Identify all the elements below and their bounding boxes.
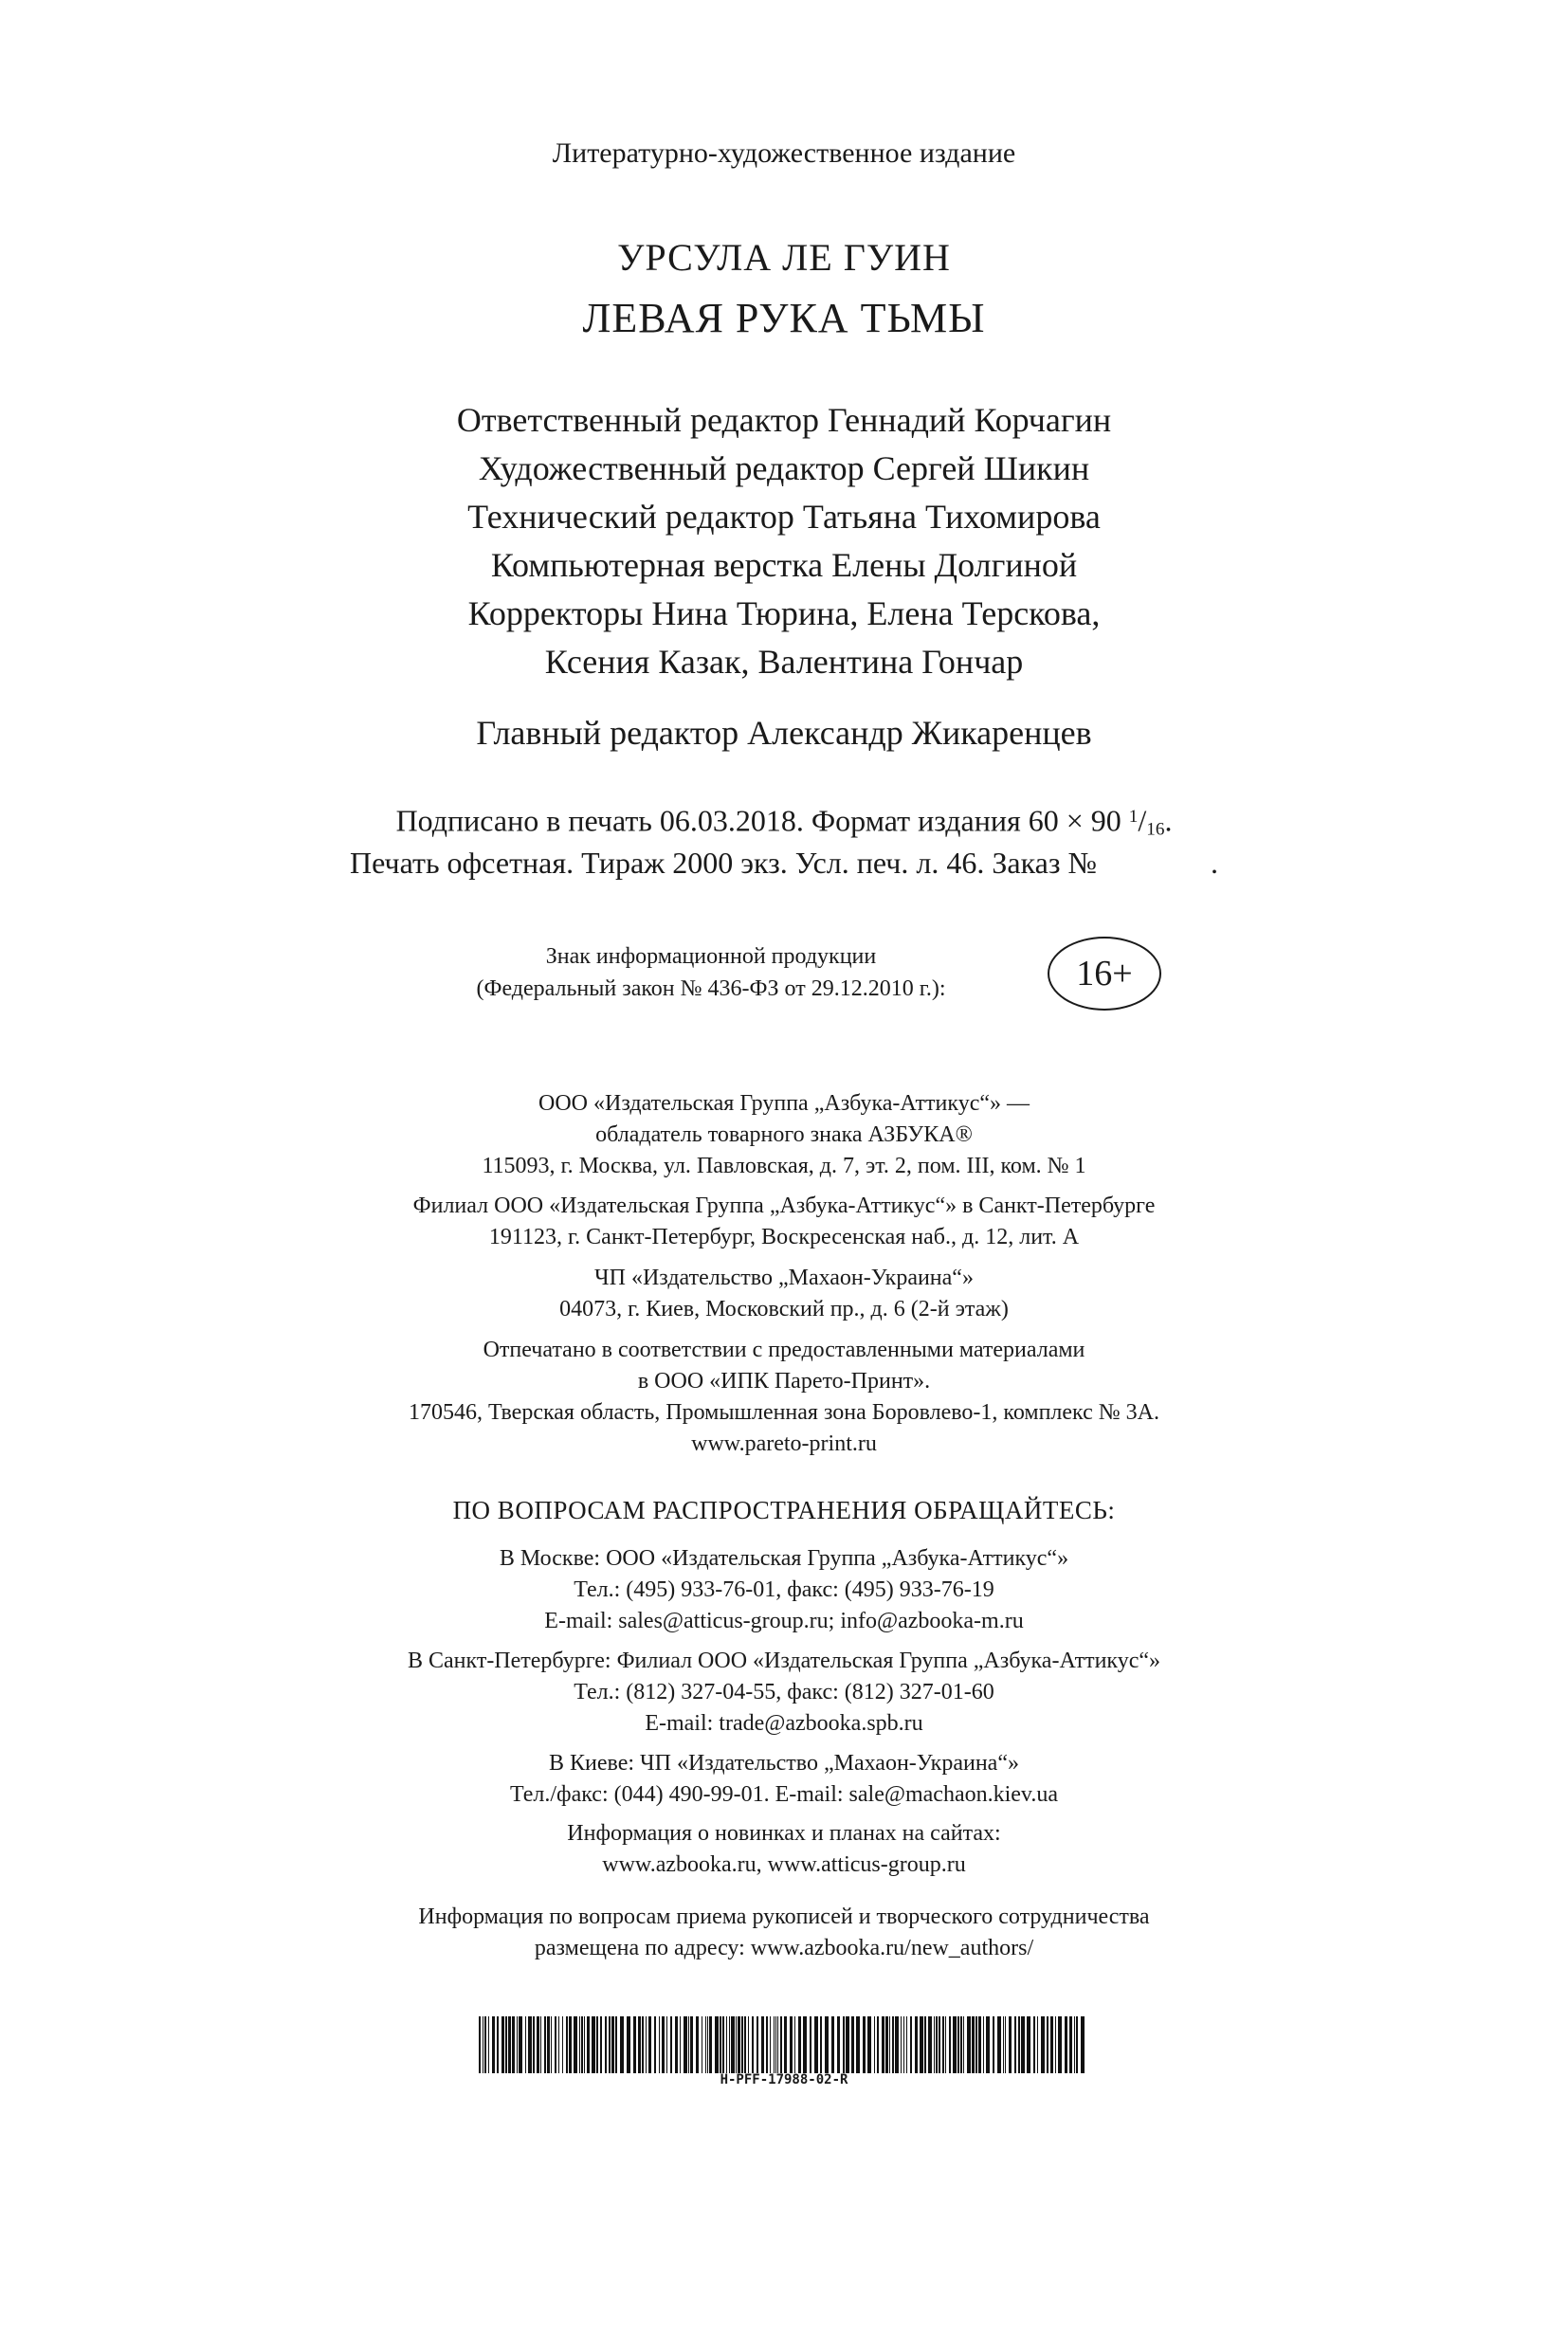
news-line: www.azbooka.ru, www.atticus-group.ru xyxy=(602,1852,966,1877)
barcode-bar xyxy=(1041,2016,1045,2073)
barcode-bar xyxy=(906,2016,907,2073)
barcode-bar xyxy=(497,2016,499,2073)
barcode-bar xyxy=(889,2016,890,2073)
barcode-bar xyxy=(814,2016,818,2073)
barcode-bar xyxy=(533,2016,535,2073)
barcode-bar xyxy=(761,2016,764,2073)
barcode-bar xyxy=(867,2016,871,2073)
printing-line: Отпечатано в соответствии с предоставленными материалами xyxy=(483,1338,1085,1362)
manuscripts-line: размещена по адресу: www.azbooka.ru/new_authors/ xyxy=(534,1936,1034,1960)
barcode-bar xyxy=(551,2016,552,2073)
barcode-bar xyxy=(581,2016,583,2073)
barcode xyxy=(479,2016,1085,2073)
distribution-heading: ПО ВОПРОСАМ РАСПРОСТРАНЕНИЯ ОБРАЩАЙТЕСЬ: xyxy=(452,1496,1116,1524)
staff-line: Ксения Казак, Валентина Гончар xyxy=(544,643,1024,681)
barcode-bar xyxy=(903,2016,904,2073)
barcode-bar xyxy=(983,2016,984,2073)
barcode-bar xyxy=(901,2016,902,2073)
barcode-bar xyxy=(895,2016,899,2073)
barcode-bar xyxy=(720,2016,721,2073)
print-line-1-end: . xyxy=(1164,803,1173,838)
barcode-bar xyxy=(648,2016,651,2073)
barcode-bar xyxy=(997,2016,1001,2073)
age-rating-badge: 16+ xyxy=(1048,937,1161,1011)
editorial-staff xyxy=(0,396,1568,686)
barcode-bar xyxy=(670,2016,672,2073)
barcode-bar xyxy=(978,2016,981,2073)
barcode-bar xyxy=(615,2016,617,2073)
barcode-bar xyxy=(609,2016,611,2073)
barcode-bar xyxy=(605,2016,607,2073)
barcode-bar xyxy=(566,2016,568,2073)
barcode-bar xyxy=(666,2016,667,2073)
barcode-bar xyxy=(967,2016,971,2073)
barcode-bar xyxy=(831,2016,834,2073)
barcode-bar xyxy=(519,2016,522,2073)
staff-line: Технический редактор Татьяна Тихомирова xyxy=(467,498,1101,536)
barcode-bar xyxy=(642,2016,644,2073)
print-line-2-end: . xyxy=(1211,846,1219,880)
distribution-line: Тел.: (495) 933-76-01, факс: (495) 933-76-19 xyxy=(574,1577,994,1602)
barcode-bar xyxy=(1050,2016,1053,2073)
age-rating-text xyxy=(408,940,1014,1005)
barcode-bar xyxy=(646,2016,647,2073)
news-info xyxy=(0,1818,1568,1881)
manuscripts-line: Информация по вопросам приема рукописей и творческого сотрудничества xyxy=(418,1904,1150,1929)
barcode-bar xyxy=(851,2016,854,2073)
barcode-bar xyxy=(662,2016,665,2073)
age-rating-line: Знак информационной продукции xyxy=(545,944,877,969)
barcode-bar xyxy=(537,2016,539,2073)
barcode-bar xyxy=(638,2016,641,2073)
barcode-bar xyxy=(555,2016,556,2073)
barcode-bar xyxy=(1003,2016,1004,2073)
barcode-bar xyxy=(596,2016,598,2073)
barcode-bar xyxy=(882,2016,884,2073)
barcode-bar xyxy=(690,2016,693,2073)
barcode-bar xyxy=(688,2016,689,2073)
printing-line: 170546, Тверская область, Промышленная зона Боровлево-1, комплекс № 3А. xyxy=(409,1400,1159,1425)
barcode-bar xyxy=(949,2016,951,2073)
barcode-bar xyxy=(920,2016,923,2073)
book-title: ЛЕВАЯ РУКА ТЬМЫ xyxy=(582,295,986,341)
barcode-bar xyxy=(574,2016,577,2073)
barcode-bar xyxy=(707,2016,708,2073)
barcode-bar xyxy=(659,2016,660,2073)
barcode-bar xyxy=(525,2016,526,2073)
distribution-line: E-mail: trade@azbooka.spb.ru xyxy=(645,1711,923,1736)
barcode-bar xyxy=(863,2016,866,2073)
barcode-bar xyxy=(757,2016,758,2073)
barcode-bar xyxy=(1021,2016,1025,2073)
branch-line: ЧП «Издательство „Махаон-Украина“» xyxy=(594,1266,974,1290)
print-info xyxy=(0,794,1568,885)
barcode-bar xyxy=(775,2016,776,2073)
barcode-bar xyxy=(684,2016,687,2073)
barcode-bar xyxy=(508,2016,511,2073)
publisher-line: 115093, г. Москва, ул. Павловская, д. 7, эт. 2, пом. III, ком. № 1 xyxy=(482,1154,1086,1178)
staff-line: Художественный редактор Сергей Шикин xyxy=(478,449,1090,487)
barcode-bar xyxy=(584,2016,585,2073)
barcode-bar xyxy=(810,2016,811,2073)
barcode-bar xyxy=(620,2016,624,2073)
barcode-bar xyxy=(731,2016,735,2073)
distribution-line: Тел.: (812) 327-04-55, факс: (812) 327-01-60 xyxy=(574,1680,994,1704)
barcode-bar xyxy=(993,2016,994,2073)
barcode-bar xyxy=(794,2016,795,2073)
publisher-line: обладатель товарного знака АЗБУКА® xyxy=(595,1122,973,1147)
barcode-bar xyxy=(1005,2016,1006,2073)
barcode-bar xyxy=(592,2016,595,2073)
barcode-bar xyxy=(928,2016,932,2073)
barcode-bar xyxy=(798,2016,801,2073)
barcode-bar xyxy=(825,2016,829,2073)
barcode-bar xyxy=(748,2016,749,2073)
distribution-line: В Санкт-Петербурге: Филиал ООО «Издательская Группа „Азбука-Аттикус“» xyxy=(407,1649,1161,1673)
barcode-bar xyxy=(953,2016,957,2073)
barcode-bar xyxy=(770,2016,771,2073)
barcode-bar xyxy=(874,2016,875,2073)
barcode-bar xyxy=(633,2016,636,2073)
barcode-bar xyxy=(975,2016,977,2073)
printing-info xyxy=(0,1335,1568,1460)
barcode-bar xyxy=(1047,2016,1048,2073)
barcode-bar xyxy=(492,2016,495,2073)
barcode-bar xyxy=(562,2016,563,2073)
barcode-bar xyxy=(936,2016,938,2073)
barcode-bar xyxy=(1037,2016,1038,2073)
barcode-bar xyxy=(528,2016,532,2073)
barcode-bar xyxy=(709,2016,712,2073)
barcode-bar xyxy=(488,2016,489,2073)
branch-line: 191123, г. Санкт-Петербург, Воскресенская наб., д. 12, лит. А xyxy=(488,1225,1080,1249)
print-run-text: Печать офсетная. Тираж 2000 экз. Усл. печ. л. 46. Заказ № xyxy=(349,846,1098,880)
barcode-bar xyxy=(1074,2016,1075,2073)
barcode-bar xyxy=(877,2016,879,2073)
barcode-bar xyxy=(892,2016,894,2073)
barcode-bar xyxy=(843,2016,845,2073)
barcode-bar xyxy=(547,2016,550,2073)
genre-label: Литературно-художественное издание xyxy=(552,137,1016,169)
barcode-bar xyxy=(696,2016,699,2073)
barcode-bar xyxy=(957,2016,959,2073)
distribution-line: Тел./факс: (044) 490-99-01. E-mail: sale@machaon.kiev.ua xyxy=(509,1782,1059,1807)
barcode-bar xyxy=(803,2016,807,2073)
barcode-bar xyxy=(1058,2016,1062,2073)
barcode-bar xyxy=(856,2016,860,2073)
barcode-bar xyxy=(942,2016,944,2073)
barcode-bar xyxy=(1014,2016,1016,2073)
barcode-bar xyxy=(1033,2016,1035,2073)
distribution-line: E-mail: sales@atticus-group.ru; info@azbooka-m.ru xyxy=(544,1609,1024,1633)
barcode-bar xyxy=(540,2016,541,2073)
manuscripts-info xyxy=(0,1902,1568,1964)
barcode-bar xyxy=(505,2016,507,2073)
barcode-bar xyxy=(910,2016,912,2073)
barcode-bar xyxy=(1055,2016,1056,2073)
branch-line: 04073, г. Киев, Московский пр., д. 6 (2-й этаж) xyxy=(559,1297,1009,1321)
barcode-bar xyxy=(986,2016,990,2073)
barcode-bar xyxy=(569,2016,572,2073)
barcode-bar xyxy=(722,2016,724,2073)
barcode-bar xyxy=(1009,2016,1012,2073)
barcode-number: Н-PFF-17988-02-R xyxy=(720,2072,848,2087)
chief-editor: Главный редактор Александр Жикаренцев xyxy=(476,714,1092,752)
print-line-2 xyxy=(0,840,1568,885)
barcode-bar xyxy=(1076,2016,1078,2073)
barcode-bar xyxy=(715,2016,719,2073)
barcode-bar xyxy=(627,2016,630,2073)
staff-line: Ответственный редактор Геннадий Корчагин xyxy=(456,401,1112,439)
barcode-bar xyxy=(945,2016,946,2073)
print-line-1: Подписано в печать 06.03.2018. Формат издания 60 × 90 $^1/_{16}$. xyxy=(395,803,1173,840)
barcode-bar xyxy=(579,2016,580,2073)
barcode-bar xyxy=(915,2016,918,2073)
barcode-bar xyxy=(705,2016,706,2073)
barcode-bar xyxy=(960,2016,962,2073)
barcode-bar xyxy=(611,2016,614,2073)
staff-line: Компьютерная верстка Елены Долгиной xyxy=(490,546,1078,584)
barcode-bar xyxy=(939,2016,940,2073)
barcode-bar xyxy=(736,2016,737,2073)
barcode-bar xyxy=(846,2016,849,2073)
publisher-line: ООО «Издательская Группа „Азбука-Аттикус“» — xyxy=(538,1091,1030,1116)
barcode-bar xyxy=(1018,2016,1020,2073)
barcode-bar xyxy=(784,2016,787,2073)
barcode-bar xyxy=(741,2016,743,2073)
distribution-line: В Киеве: ЧП «Издательство „Махаон-Украина“» xyxy=(549,1751,1019,1776)
barcode-bar xyxy=(934,2016,935,2073)
barcode-bar xyxy=(517,2016,518,2073)
barcode-bar xyxy=(484,2016,486,2073)
barcode-bar xyxy=(680,2016,681,2073)
branch-kiev-info xyxy=(0,1263,1568,1325)
barcode-bar xyxy=(729,2016,730,2073)
publisher-info xyxy=(0,1088,1568,1182)
barcode-bar xyxy=(924,2016,926,2073)
barcode-bar xyxy=(777,2016,778,2073)
barcode-bar xyxy=(675,2016,678,2073)
format-numerator: 1 xyxy=(1128,807,1139,827)
barcode-bar xyxy=(837,2016,840,2073)
barcode-bar xyxy=(780,2016,782,2073)
barcode-bar xyxy=(1065,2016,1067,2073)
format-denominator: 16 xyxy=(1146,819,1165,840)
printing-line: в ООО «ИПК Парето-Принт». xyxy=(637,1369,931,1394)
barcode-bar xyxy=(820,2016,822,2073)
printing-line: www.pareto-print.ru xyxy=(691,1431,877,1456)
barcode-bar xyxy=(512,2016,515,2073)
branch-spb-info xyxy=(0,1191,1568,1253)
barcode-bar xyxy=(1081,2016,1085,2073)
barcode-bar xyxy=(774,2016,775,2073)
distribution-moscow xyxy=(0,1543,1568,1637)
barcode-bar xyxy=(972,2016,975,2073)
barcode-bar xyxy=(654,2016,656,2073)
barcode-bar xyxy=(744,2016,746,2073)
barcode-bar xyxy=(501,2016,504,2073)
barcode-bar xyxy=(1027,2016,1030,2073)
news-line: Информация о новинках и планах на сайтах: xyxy=(567,1821,1001,1846)
barcode-bar xyxy=(790,2016,793,2073)
staff-line: Корректоры Нина Тюрина, Елена Терскова, xyxy=(467,594,1101,632)
barcode-bar xyxy=(738,2016,740,2073)
barcode-bar xyxy=(600,2016,602,2073)
age-rating-law: (Федеральный закон № 436-ФЗ от 29.12.2010 г.): xyxy=(476,976,946,1001)
barcode-bar xyxy=(963,2016,964,2073)
distribution-kiev xyxy=(0,1748,1568,1811)
barcode-bar xyxy=(479,2016,481,2073)
barcode-bar xyxy=(1069,2016,1072,2073)
barcode-bar xyxy=(544,2016,546,2073)
barcode-bar xyxy=(558,2016,559,2073)
barcode-bar xyxy=(752,2016,754,2073)
barcode-bar xyxy=(766,2016,768,2073)
barcode-bar xyxy=(587,2016,590,2073)
author-name: УРСУЛА ЛЕ ГУИН xyxy=(617,236,951,279)
distribution-spb xyxy=(0,1646,1568,1740)
distribution-line: В Москве: ООО «Издательская Группа „Азбука-Аттикус“» xyxy=(499,1546,1069,1571)
barcode-bar xyxy=(885,2016,888,2073)
print-format-text: Подписано в печать 06.03.2018. Формат издания 60 × 90 xyxy=(395,803,1129,838)
branch-line: Филиал ООО «Издательская Группа „Азбука-Аттикус“» в Санкт-Петербурге xyxy=(412,1194,1156,1218)
barcode-bar xyxy=(726,2016,727,2073)
